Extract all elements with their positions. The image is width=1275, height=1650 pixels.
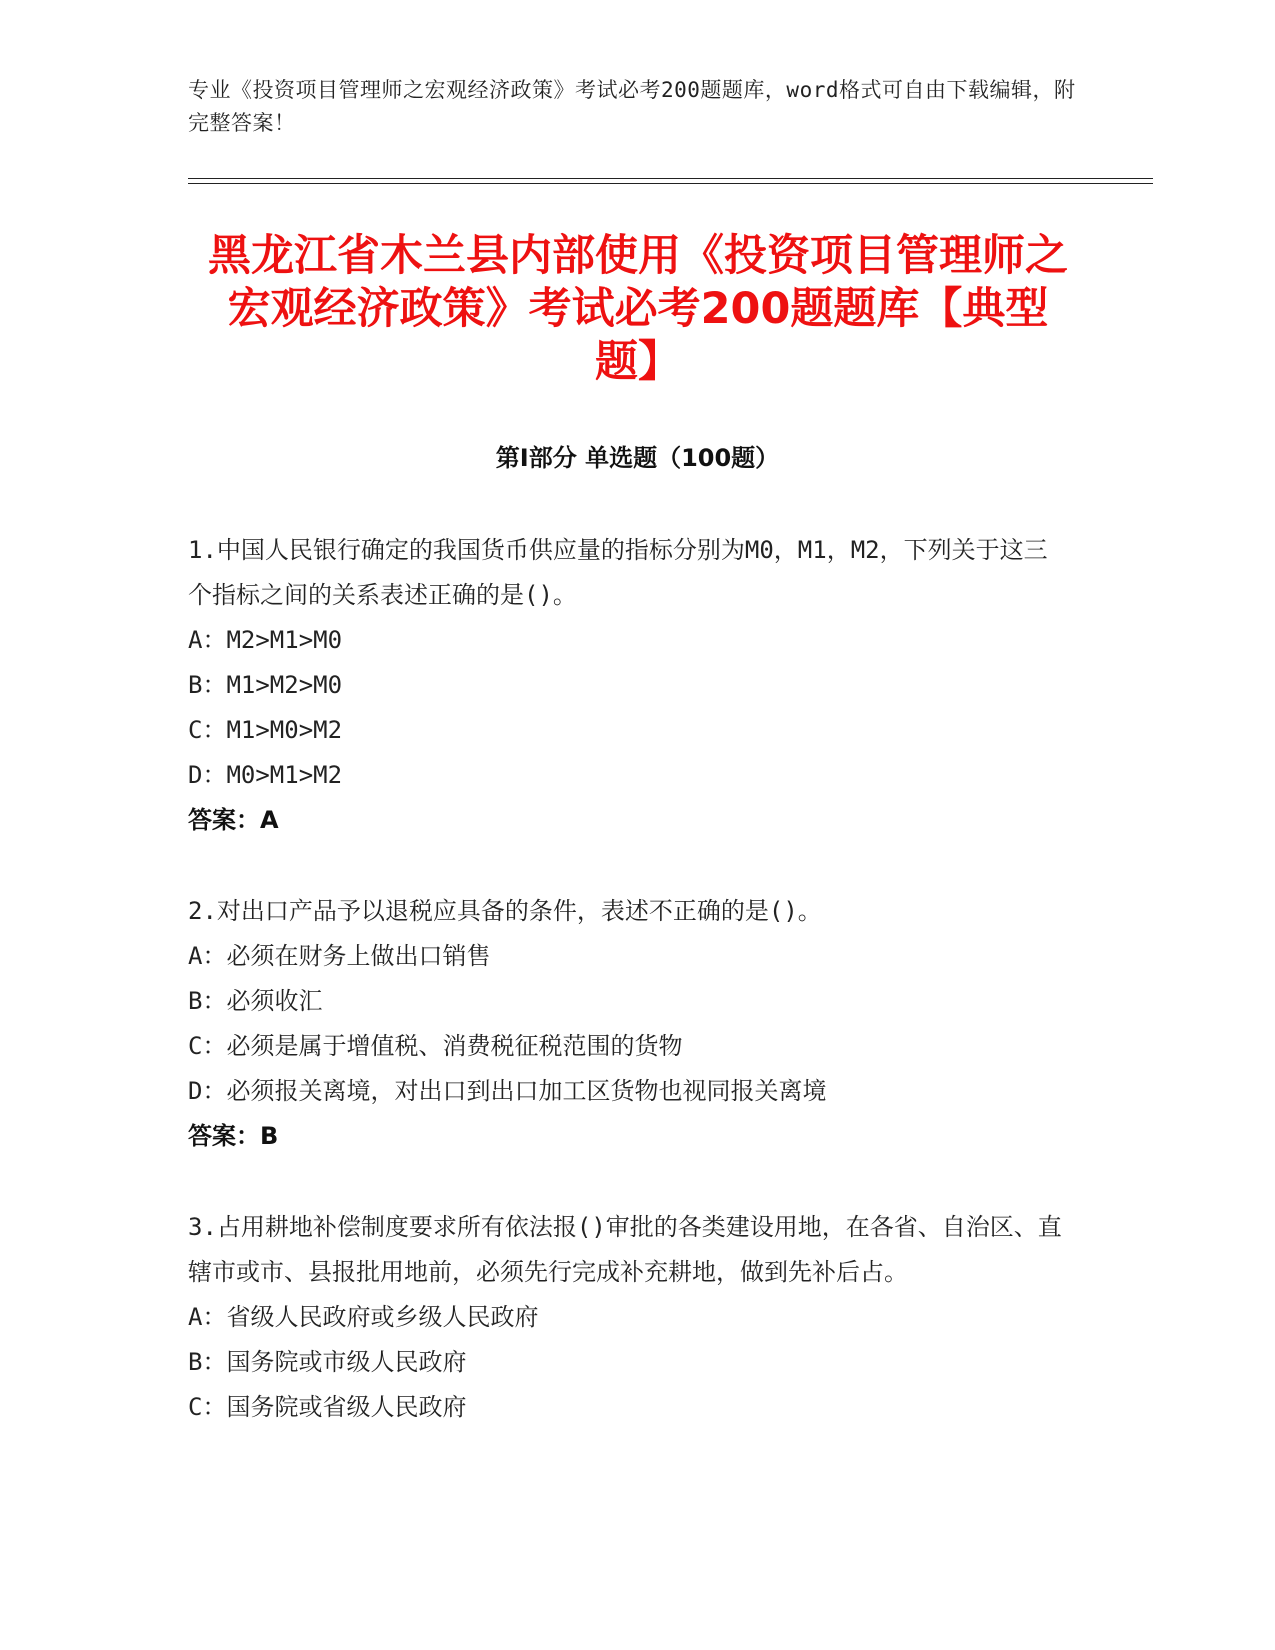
option-a: A：M2>M1>M0 (188, 626, 343, 654)
option-b: B：国务院或市级人民政府 (188, 1348, 467, 1376)
question-list (188, 528, 1068, 1476)
option-d: D：M0>M1>M2 (188, 761, 343, 789)
header-note: 专业《投资项目管理师之宏观经济政策》考试必考200题题库，word格式可自由下载编辑，附完整答案！ (188, 78, 1076, 135)
answer: 答案：A (188, 806, 279, 834)
question-2 (188, 889, 1068, 1159)
option-a: A：必须在财务上做出口销售 (188, 942, 491, 970)
document-title: 黑龙江省木兰县内部使用《投资项目管理师之宏观经济政策》考试必考200题题库【典型题】 (208, 231, 1068, 387)
answer: 答案：B (188, 1122, 279, 1150)
question-stem: 1.中国人民银行确定的我国货币供应量的指标分别为M0，M1，M2，下列关于这三个指标之间的关系表述正确的是()。 (188, 536, 1048, 609)
header-rule-bottom (188, 183, 1153, 184)
option-a: A：省级人民政府或乡级人民政府 (188, 1303, 539, 1331)
question-3 (188, 1205, 1068, 1430)
option-d: D：必须报关离境，对出口到出口加工区货物也视同报关离境 (188, 1077, 827, 1105)
option-c: C：M1>M0>M2 (188, 716, 343, 744)
option-b: B：必须收汇 (188, 987, 323, 1015)
header-rule-top (188, 178, 1153, 179)
option-c: C：必须是属于增值税、消费税征税范围的货物 (188, 1032, 683, 1060)
option-c: C：国务院或省级人民政府 (188, 1393, 467, 1421)
question-1 (188, 528, 1068, 843)
section-heading: 第I部分 单选题（100题） (495, 444, 780, 472)
option-b: B：M1>M2>M0 (188, 671, 343, 699)
question-stem: 3.占用耕地补偿制度要求所有依法报()审批的各类建设用地，在各省、自治区、直辖市或市、县报批用地前，必须先行完成补充耕地，做到先补后占。 (188, 1213, 1062, 1286)
question-stem: 2.对出口产品予以退税应具备的条件，表述不正确的是()。 (188, 897, 822, 925)
